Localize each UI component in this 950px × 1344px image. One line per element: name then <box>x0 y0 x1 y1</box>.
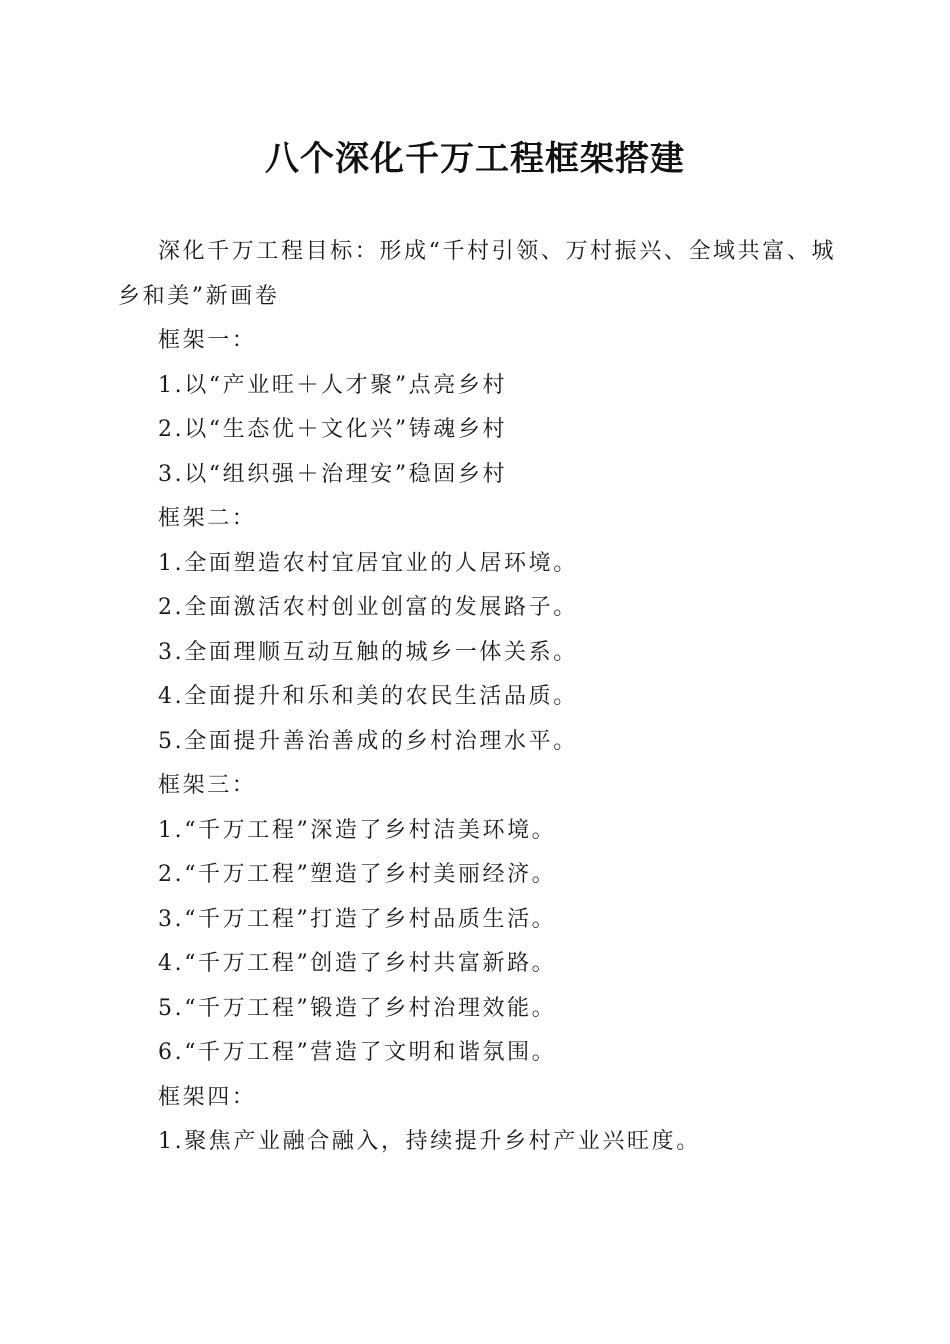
list-item: 5.“千万工程”锻造了乡村治理效能。 <box>158 995 557 1021</box>
framework-one-heading: 框架一： <box>158 328 257 353</box>
list-item: 2.全面激活农村创业创富的发展路子。 <box>158 595 578 620</box>
list-item: 2.“千万工程”塑造了乡村美丽经济。 <box>158 862 557 887</box>
document-body <box>118 230 846 1165</box>
framework-two-heading: 框架二： <box>158 506 257 531</box>
list-item: 5.全面提升善治善成的乡村治理水平。 <box>158 728 578 754</box>
list-item: 1.聚焦产业融合融入，持续提升乡村产业兴旺度。 <box>158 1129 701 1154</box>
list-item: 6.“千万工程”营造了文明和谐氛围。 <box>158 1040 557 1065</box>
intro-paragraph: 深化千万工程目标：形成“千村引领、万村振兴、全域共富、城乡和美”新画卷 <box>118 239 837 309</box>
list-item: 3.全面理顺互动互触的城乡一体关系。 <box>158 639 578 665</box>
list-item: 2.以“生态优＋文化兴”铸魂乡村 <box>158 417 508 442</box>
list-item: 3.“千万工程”打造了乡村品质生活。 <box>158 906 557 932</box>
list-item: 1.以“产业旺＋人才聚”点亮乡村 <box>158 372 508 398</box>
list-item: 1.全面塑造农村宜居宜业的人居环境。 <box>158 550 578 576</box>
framework-four-heading: 框架四： <box>158 1084 257 1110</box>
list-item: 3.以“组织强＋治理安”稳固乡村 <box>158 461 508 487</box>
list-item: 1.“千万工程”深造了乡村洁美环境。 <box>158 817 557 843</box>
framework-three-heading: 框架三： <box>158 773 257 798</box>
document-title: 八个深化千万工程框架搭建 <box>265 139 685 179</box>
list-item: 4.“千万工程”创造了乡村共富新路。 <box>158 951 557 976</box>
list-item: 4.全面提升和乐和美的农民生活品质。 <box>158 684 578 709</box>
